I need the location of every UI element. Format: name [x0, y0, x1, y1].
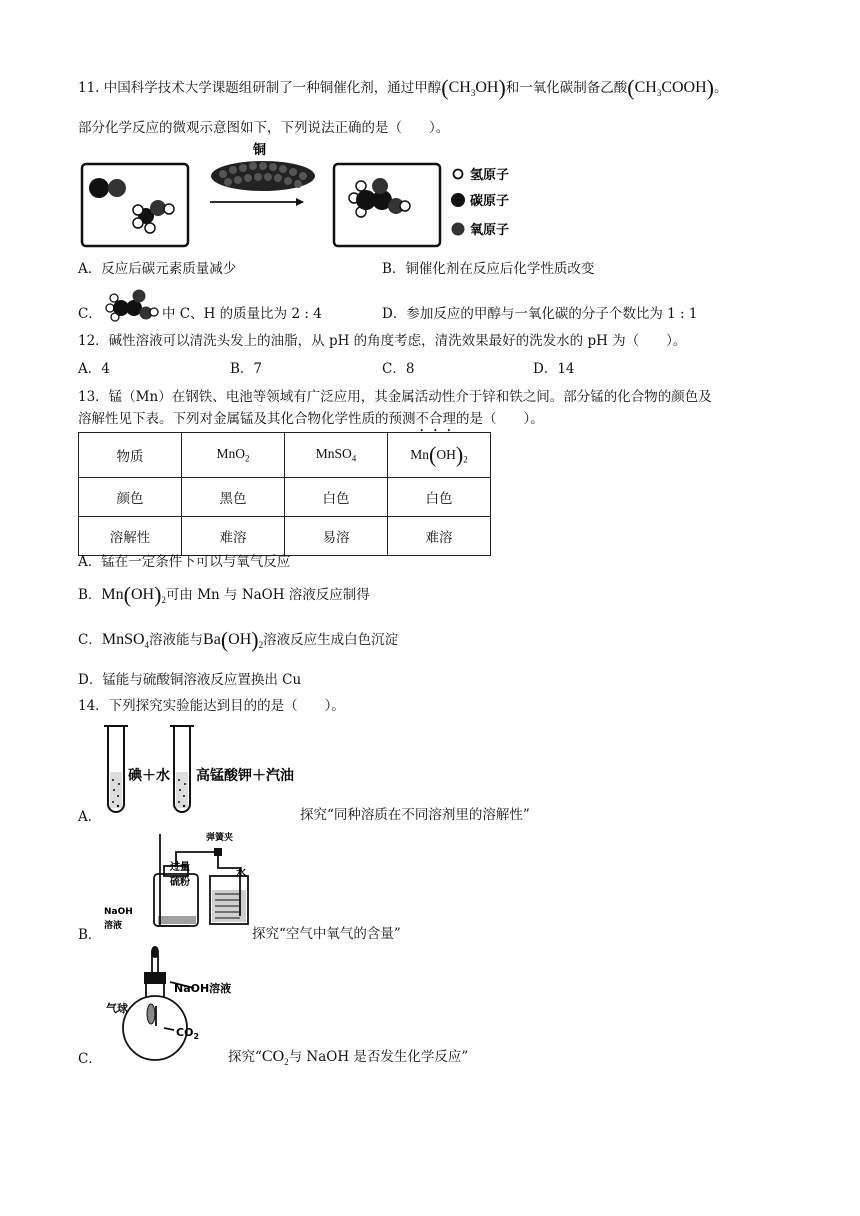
- q13-option-a: A．锰在一定条件下可以与氧气反应: [78, 554, 291, 570]
- table-cell: 白色: [388, 478, 491, 517]
- reaction-diagram: [78, 140, 538, 250]
- q14-option-a-text: 探究“同种溶质在不同溶剂里的溶解性”: [300, 807, 530, 823]
- table-cell: 易溶: [285, 517, 388, 556]
- hydrogen-atom: [133, 218, 143, 228]
- q13-option-b: B．$Mn(OH)_2$可由 Mn 与 NaOH 溶液反应制得: [78, 582, 370, 607]
- q11-option-a: A．反应后碳元素质量减少: [78, 261, 237, 277]
- table-cell: MnSO$_4$: [285, 433, 388, 478]
- table-cell: $Mn(OH)_2$: [388, 433, 491, 478]
- emphasis-text: 不合理: [415, 411, 456, 427]
- test-tubes-diagram: [100, 720, 300, 820]
- acetic-acid-molecule: [349, 178, 410, 217]
- co2-label: $CO_2$: [176, 1026, 200, 1041]
- table-cell: 白色: [285, 478, 388, 517]
- q12-option-c: C．8: [382, 361, 415, 377]
- q14-option-c-letter: C．: [78, 1051, 102, 1067]
- table-header-row: [79, 433, 491, 478]
- arrow-head: [296, 198, 304, 206]
- co2-naoh-flask-diagram: [100, 944, 240, 1064]
- hydrogen-atom: [133, 205, 143, 215]
- manganese-compounds-table: [78, 432, 491, 556]
- tube2-label: 高锰酸钾＋汽油: [196, 768, 294, 784]
- table-cell: 颜色: [79, 478, 182, 517]
- q14-option-b-letter: B．: [78, 927, 102, 943]
- oxygen-content-apparatus: [100, 828, 250, 940]
- q11-option-d: D．参加反应的甲醇与一氧化碳的分子个数比为 1 : 1: [382, 306, 698, 322]
- q11-option-b: B．铜催化剂在反应后化学性质改变: [382, 261, 595, 277]
- table-row: [79, 478, 491, 517]
- q12-option-b: B．7: [230, 361, 263, 377]
- q11-stem-line1: 11. 中国科学技术大学课题组研制了一种铜催化剂，通过甲醇$(CH_3OH)$和一氧化碳制备乙酸$(CH_3COOH)$。: [78, 75, 728, 100]
- table-cell: 物质: [79, 433, 182, 478]
- table-cell: MnO$_2$: [182, 433, 285, 478]
- acetic-acid-model-icon: [104, 284, 160, 324]
- q13-option-c: C．MnSO$_4$溶液能与$Ba(OH)_2$溶液反应生成白色沉淀: [78, 627, 399, 652]
- table-cell: 溶解性: [79, 517, 182, 556]
- svg-text:溶液: 溶液: [104, 921, 123, 931]
- catalyst-label: 铜: [253, 143, 267, 158]
- svg-text:弹簧夹: 弹簧夹: [206, 833, 234, 843]
- svg-text:氢原子: 氢原子: [470, 168, 510, 183]
- svg-text:水: 水: [236, 868, 246, 879]
- svg-text:过量: 过量: [170, 862, 190, 873]
- q14-option-a-letter: A．: [78, 809, 102, 825]
- q13-stem-line2: 溶解性见下表。下列对金属锰及其化合物化学性质的预测不合理的是（ ）。: [78, 411, 544, 427]
- hydrogen-atom: [145, 223, 155, 233]
- copper-catalyst: [211, 161, 315, 191]
- oxygen-legend-icon: [452, 223, 465, 236]
- q12-option-a: A．4: [78, 361, 110, 377]
- q12-stem: 12．碱性溶液可以清洗头发上的油脂，从 pH 的角度考虑，清洗效果最好的洗发水的 pH 为（ ）。: [78, 333, 687, 349]
- q12-option-d: D．14: [533, 361, 575, 377]
- legend: [451, 167, 509, 238]
- oxygen-atom: [108, 179, 126, 197]
- table-cell: 难溶: [388, 517, 491, 556]
- q13-option-d: D．锰能与硫酸铜溶液反应置换出 Cu: [78, 672, 302, 688]
- table-cell: 难溶: [182, 517, 285, 556]
- q11-stem-line2: 部分化学反应的微观示意图如下，下列说法正确的是（ ）。: [78, 120, 450, 136]
- hydrogen-atom: [164, 204, 174, 214]
- svg-text:硫粉: 硫粉: [170, 877, 190, 888]
- hydrogen-legend-icon: [454, 170, 463, 179]
- q14-option-b-text: 探究“空气中氧气的含量”: [252, 926, 401, 942]
- carbon-legend-icon: [451, 193, 465, 207]
- table-cell: 黑色: [182, 478, 285, 517]
- q13-stem-line1: 13．锰（Mn）在钢铁、电池等领域有广泛应用，其金属活动性介于锌和铁之间。部分锰的化合物的颜色及: [78, 389, 712, 405]
- tube1-label: 碘＋水: [128, 768, 170, 784]
- carbon-atom: [89, 178, 109, 198]
- svg-text:氧原子: 氧原子: [470, 223, 510, 238]
- q11-option-c-prefix: C．: [78, 306, 102, 322]
- svg-text:NaOH溶液: NaOH溶液: [174, 982, 232, 995]
- q14-stem: 14．下列探究实验能达到目的的是（ ）。: [78, 698, 345, 714]
- svg-text:NaOH: NaOH: [104, 907, 133, 917]
- svg-text:碳原子: 碳原子: [470, 194, 510, 209]
- methanol-formula: $(CH_3OH)$: [441, 75, 506, 100]
- svg-text:气球: 气球: [106, 1002, 128, 1015]
- acetic-acid-formula: $(CH_3COOH)$: [627, 75, 714, 100]
- q14-option-c-text: 探究“$CO_2$与 NaOH 是否发生化学反应”: [228, 1048, 469, 1068]
- q11-option-c-text: 中 C、H 的质量比为 2 : 4: [162, 306, 322, 322]
